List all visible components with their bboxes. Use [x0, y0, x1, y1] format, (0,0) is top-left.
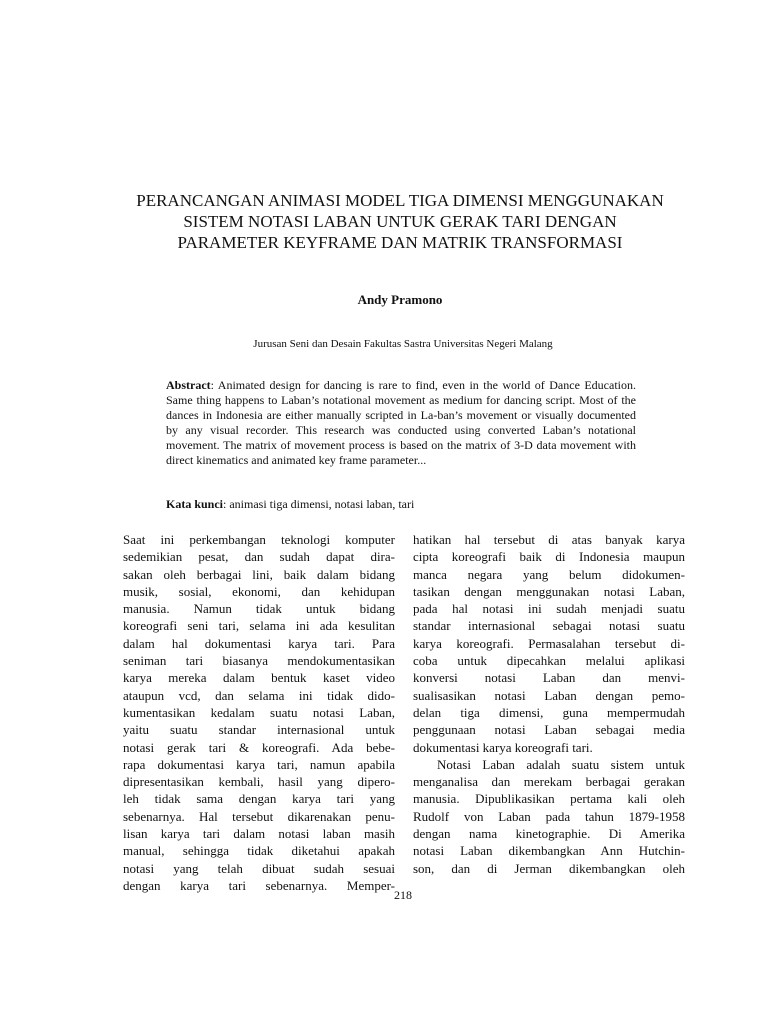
- paper-title: PERANCANGAN ANIMASI MODEL TIGA DIMENSI MENGGUNAKAN SISTEM NOTASI LABAN UNTUK GERAK TARI DENGAN PARAMETER KEYFRAME DAN MATRIK TRANSFORMASI: [136, 191, 664, 252]
- keywords-text: : animasi tiga dimensi, notasi laban, tari: [223, 497, 415, 511]
- text-line: ataupun vcd, dan selama ini tidak dido-: [123, 687, 395, 703]
- text-line: coba untuk dipecahkan melalui aplikasi: [413, 653, 685, 669]
- text-line: tasikan dengan menggunakan notasi Laban,: [413, 583, 685, 599]
- text-line: leh tidak sama dengan karya tari yang: [123, 791, 395, 807]
- text-line: seniman tari biasanya mendokumentasikan: [123, 653, 395, 669]
- text-line: notasi gerak tari & koreografi. Ada bebe-: [123, 739, 395, 755]
- text-line: karya koreografi. Permasalahan tersebut di-: [413, 635, 685, 651]
- text-line: manusia. Dipublikasikan pertama kali oleh: [413, 791, 685, 807]
- author-affiliation: Jurusan Seni dan Desain Fakultas Sastra Universitas Negeri Malang: [253, 338, 553, 350]
- text-line: delan tiga dimensi, guna mempermudah: [413, 704, 685, 720]
- text-line: sedemikian pesat, dan sudah dapat dira-: [123, 549, 395, 565]
- text-line: dokumentasi karya koreografi tari.: [413, 739, 593, 755]
- text-line: notasi Laban dikembangkan Ann Hutchin-: [413, 843, 685, 859]
- text-line: sakan oleh berbagai lini, baik dalam bidang: [123, 566, 395, 582]
- text-line: notasi yang telah dibuat sudah sesuai: [123, 860, 395, 876]
- abstract-label: Abstract: [166, 378, 211, 392]
- text-line: pada hal notasi ini sudah menjadi suatu: [413, 601, 685, 617]
- text-line: karya mereka dalam bentuk kaset video: [123, 670, 395, 686]
- text-line: menganalisa dan merekam berbagai gerakan: [413, 774, 685, 790]
- text-line: koreografi seni tari, selama ini ada kesulitan: [123, 618, 395, 634]
- text-line: hatikan hal tersebut di atas banyak karya: [413, 532, 685, 547]
- text-line: sualisasikan notasi Laban dengan pemo-: [413, 687, 685, 703]
- text-line: dalam hal dokumentasi karya tari. Para: [123, 635, 395, 651]
- text-line: manca negara yang belum didokumen-: [413, 566, 685, 582]
- text-line: manual, sehingga tidak diketahui apakah: [123, 843, 395, 859]
- text-line: lisan karya tari dalam notasi laban masih: [123, 826, 395, 842]
- text-line: konversi notasi Laban dan menvi-: [413, 670, 685, 686]
- text-line: Rudolf von Laban pada tahun 1879-1958: [413, 808, 685, 824]
- keywords-label: Kata kunci: [166, 497, 224, 511]
- text-line: Saat ini perkembangan teknologi komputer: [123, 532, 395, 547]
- text-line: dipresentasikan kembali, hasil yang dipero-: [123, 774, 395, 790]
- abstract-text: : Animated design for dancing is rare to find, even in the world of Dance Education. Same thing happens to Laban’s notational movement as medium for dancing script. Most of the dances in Indonesia are either manually scripted in La-ban’s movement or visually documented by any visual recorder. This research was conducted using converted Laban’s notational movement. The matrix of movement process is based on the matrix of 3-D data movement with direct kinematics and animated key frame parameter...: [166, 378, 636, 467]
- body-column-left: [123, 531, 395, 894]
- text-line: cipta koreografi baik di Indonesia maupun: [413, 549, 685, 565]
- text-line: musik, sosial, ekonomi, dan kehidupan: [123, 583, 395, 599]
- keywords-block: [166, 497, 636, 512]
- text-line: kumentasikan kedalam suatu notasi Laban,: [123, 704, 395, 720]
- text-line: son, dan di Jerman dikembangkan oleh: [413, 860, 685, 876]
- text-line: sebenarnya. Hal tersebut dikarenakan penu-: [123, 808, 395, 824]
- text-line: standar internasional sebagai notasi suatu: [413, 618, 685, 634]
- body-column-right: [413, 531, 685, 877]
- author-name: Andy Pramono: [357, 292, 443, 307]
- text-line: penggunaan notasi Laban sebagai media: [413, 722, 685, 738]
- text-line: dengan nama kinetographie. Di Amerika: [413, 826, 685, 842]
- page-number: 218: [394, 888, 412, 902]
- text-line: manusia. Namun tidak untuk bidang: [123, 601, 395, 617]
- text-line: rapa dokumentasi karya tari, namun apabila: [123, 756, 395, 772]
- text-line: dengan karya tari sebenarnya. Memper-: [123, 877, 395, 893]
- text-line: yaitu suatu standar internasional untuk: [123, 722, 395, 738]
- abstract-block: [166, 378, 636, 468]
- text-line: Notasi Laban adalah suatu sistem untuk: [437, 756, 685, 772]
